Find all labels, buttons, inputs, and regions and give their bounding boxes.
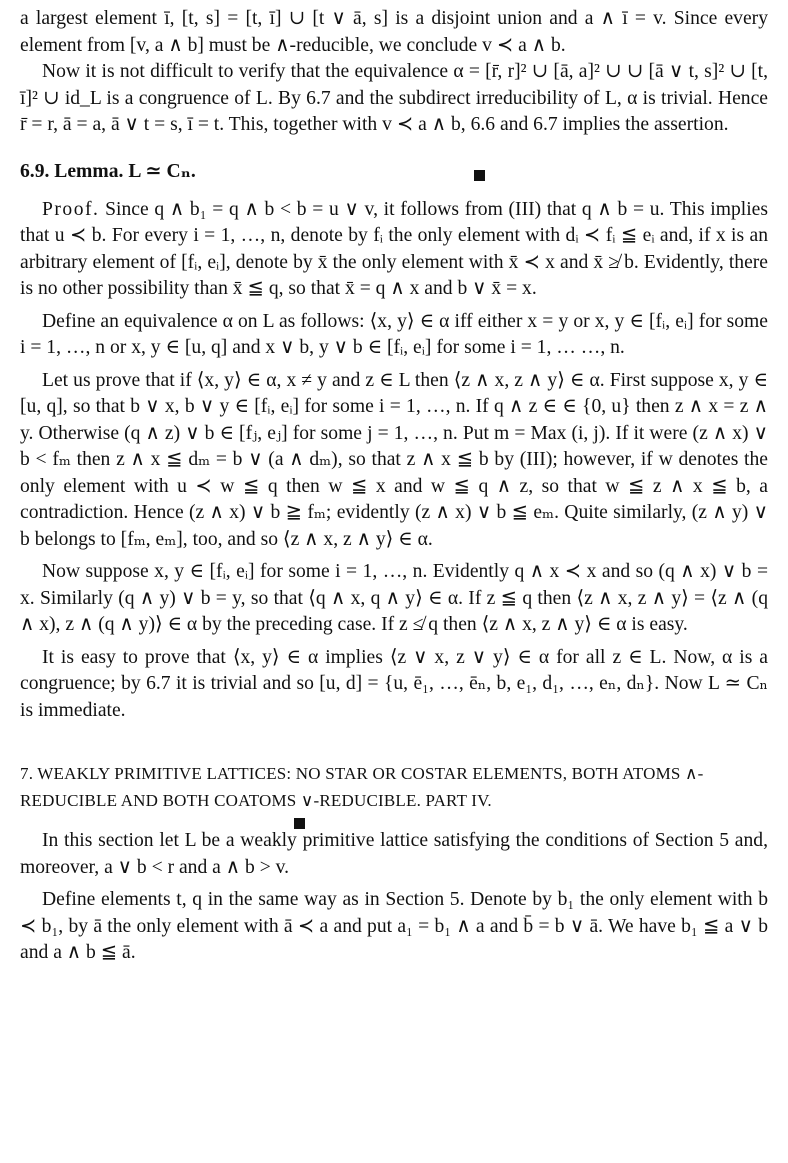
paragraph-second-case: Now suppose x, y ∈ [fᵢ, eᵢ] for some i = 1, …, n. Evidently q ∧ x ≺ x and so (q ∧ x) ∨ b = x. Similarly (q ∧ y) ∨ b = y, so that ⟨q ∧ x, q ∧ y⟩ ∈ α. If z ≦ q then ⟨z ∧ x, z ∧ y⟩ = ⟨z ∧ (q ∧ x), z ∧ (q ∧ y)⟩ ∈ α by the preceding case. If z ≰ q then ⟨z ∧ x, z ∧ y⟩ ∈ α is easy. (20, 561, 768, 635)
end-of-proof-square-icon (474, 170, 485, 181)
paragraph-continuation: a largest element ī, [t, s] = [t, ī] ∪ [t ∨ ā, s] is a disjoint union and a ∧ ī = v. Since every element from [v, a ∧ b] must be ∧-reducible, we conclude v ≺ a ∧ b. (20, 8, 768, 56)
proof-text: Since q ∧ b₁ = q ∧ b < b = u ∨ v, it follows from (III) that q ∧ b = u. This implies that u ≺ b. For every i = 1, …, n, denote by fᵢ the only element with dᵢ ≺ fᵢ ≦ eᵢ and, if x is an arbitrary element of [fᵢ, eᵢ], denote by x̄ the only element with x̄ ≺ x and x̄ ≱ b. Evidently, there is no other possibility than x̄ ≦ q, so that x̄ = q ∧ x and b ∨ x̄ = x. (20, 198, 768, 299)
paragraph-meet-case: Let us prove that if ⟨x, y⟩ ∈ α, x ≠ y and z ∈ L then ⟨z ∧ x, z ∧ y⟩ ∈ α. First suppose x, y ∈ [u, q], so that b ∨ x, b ∨ y ∈ [fᵢ, eᵢ] for some i = 1, …, n. If q ∧ z ∈ ∈ {0, u} then z ∧ x = z ∧ y. Otherwise (q ∧ z) ∨ b ∈ [fⱼ, eⱼ] for some j = 1, …, n. Put m = Max (i, j). If it were (z ∧ x) ∨ b < fₘ then z ∧ x ≦ dₘ = b ∨ (a ∧ dₘ), so that z ∧ x ≦ b by (III); however, if w denotes the only element with u ≺ w ≦ q then w ≦ x and w ≦ q ∧ z, so that w ≦ z ∧ x ≦ b, a contradiction. Hence (z ∧ x) ∨ b ≧ fₘ; evidently (z ∧ x) ∨ b ≦ eₘ. Quite similarly, (z ∧ y) ∨ b belongs to [fₘ, eₘ], too, and so ⟨z ∧ x, z ∧ y⟩ ∈ α. (20, 369, 768, 550)
proof-label: Proof. (42, 198, 100, 220)
paragraph-conclusion: It is easy to prove that ⟨x, y⟩ ∈ α implies ⟨z ∨ x, z ∨ y⟩ ∈ α for all z ∈ L. Now, α is a congruence; by 6.7 it is trivial and so [u, d] = {u, ē₁, …, ēₙ, b, e₁, d₁, …, eₙ, dₙ}. Now L ≃ Cₙ is immediate. (20, 646, 768, 721)
lemma-statement: L ≃ Cₙ. (128, 160, 196, 182)
end-of-proof-square-icon-2 (294, 818, 305, 829)
lemma-heading (20, 159, 768, 185)
lemma-number: 6.9. Lemma. (20, 160, 124, 182)
section-title: 7. WEAKLY PRIMITIVE LATTICES: NO STAR OR COSTAR ELEMENTS, BOTH ATOMS ∧-REDUCIBLE AND BOTH COATOMS ∨-REDUCIBLE. PART IV. (20, 764, 704, 810)
paragraph-proof-start (20, 197, 768, 303)
paragraph-define-equivalence: Define an equivalence α on L as follows: ⟨x, y⟩ ∈ α iff either x = y or x, y ∈ [fᵢ, eᵢ] for some i = 1, …, n or x, y ∈ [u, q] and x ∨ b, y ∨ b ∈ [fᵢ, eᵢ] for some i = 1, … …, n. (20, 310, 768, 358)
paragraph-section-intro: In this section let L be a weakly primitive lattice satisfying the conditions of Section 5 and, moreover, a ∨ b < r and a ∧ b > v. (20, 830, 768, 878)
paragraph-equivalence-alpha: Now it is not difficult to verify that the equivalence α = [r̄, r]² ∪ [ā, a]² ∪ ∪ [ā ∨ t, s]² ∪ [t, ī]² ∪ id_L is a congruence of L. By 6.7 and the subdirect irreducibility of L, α is trivial. Hence r̄ = r, ā = a, ā ∨ t = s, ī = t. This, together with v ≺ a ∧ b, 6.6 and 6.7 implies the assertion. (20, 61, 768, 135)
paragraph-define-elements: Define elements t, q in the same way as in Section 5. Denote by b₁ the only element with b ≺ b₁, by ā the only element with ā ≺ a and put a₁ = b₁ ∧ a and b̄ = b ∨ ā. We have b₁ ≦ a ∨ b and a ∧ b ≦ ā. (20, 889, 768, 963)
